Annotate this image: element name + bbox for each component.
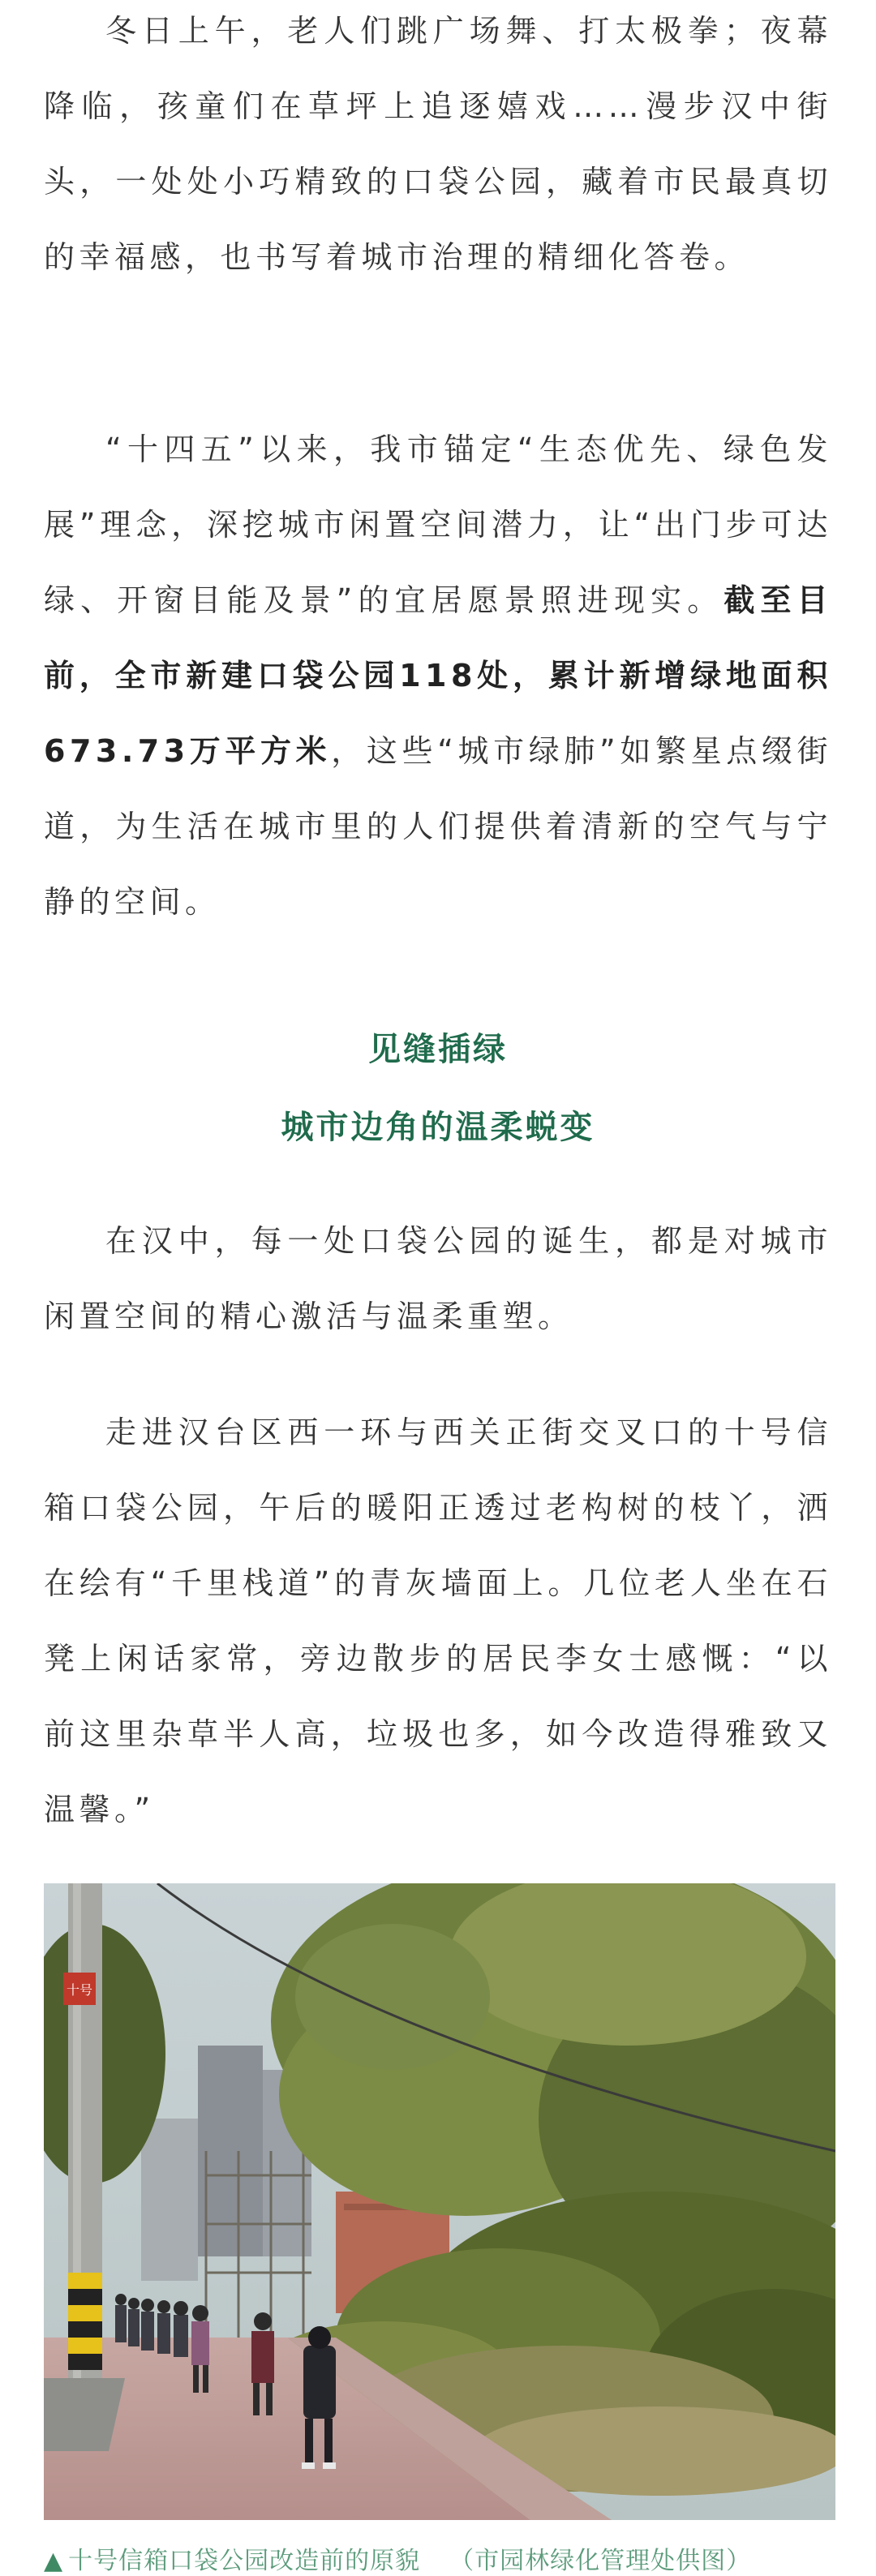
- pole-sign-text: 十号: [66, 1984, 93, 1998]
- paragraph-stats: [44, 412, 832, 940]
- triangle-up-icon: ▲: [44, 2547, 64, 2575]
- paragraph-section-intro: 在汉中，每一处口袋公园的诞生，都是对城市闲置空间的精心激活与温柔重塑。: [44, 1223, 832, 1334]
- photo-caption: [44, 2540, 835, 2576]
- stats-highlight: 截至目前，全市新建口袋公园118处，累计新增绿地面积673.73万平方米: [44, 582, 832, 769]
- section-heading-main: 见缝插绿: [368, 1031, 508, 1068]
- paragraph-intro: 冬日上午，老人们跳广场舞、打太极拳；夜幕降临，孩童们在草坪上追逐嬉戏……漫步汉中街头，一处处小巧精致的口袋公园，藏着市民最真切的幸福感，也书写着城市治理的精细化答卷。: [44, 13, 832, 275]
- paragraph-park-story: 走进汉台区西一环与西关正街交叉口的十号信箱口袋公园，午后的暖阳正透过老构树的枝丫，洒在绘有“千里栈道”的青灰墙面上。几位老人坐在石凳上闲话家常，旁边散步的居民李女士感慨：“以前这里杂草半人高，垃圾也多，如今改造得雅致又温馨。”: [44, 1415, 832, 1827]
- caption-text: 十号信箱口袋公园改造前的原貌: [68, 2547, 421, 2575]
- paragraph-stats-lead: “十四五”以来，我市锚定“生态优先、绿色发展”理念，深挖城市闲置空间潜力，让“出门步可达绿、开窗目能及景”的宜居愿景照进现实。: [44, 431, 832, 618]
- section-heading-sub: 城市边角的温柔蜕变: [281, 1109, 595, 1146]
- caption-credit: （市园林绿化管理处供图）: [449, 2547, 752, 2575]
- park-before-illustration: [44, 1883, 835, 2520]
- paragraph-stats-tail: ，这些“城市绿肺”如繁星点缀街道，为生活在城市里的人们提供着清新的空气与宁静的空间。: [44, 733, 833, 920]
- park-before-photo: [44, 1883, 835, 2520]
